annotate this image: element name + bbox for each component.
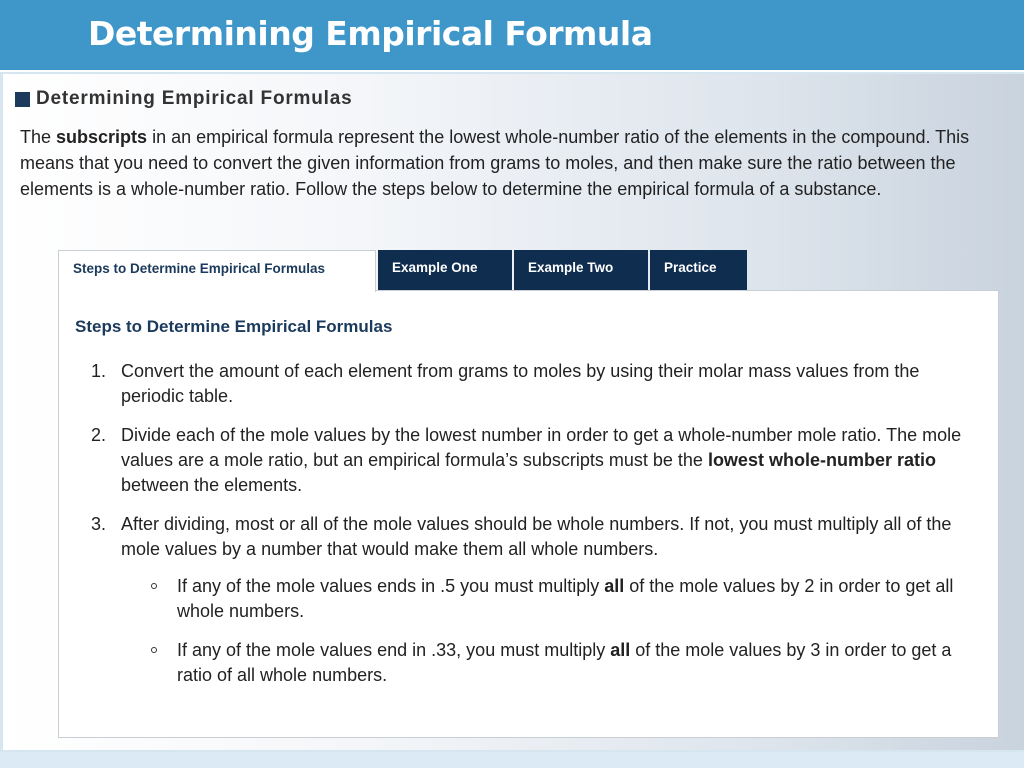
tab-example-one[interactable]: Example One bbox=[378, 250, 512, 290]
sub-bullet-item bbox=[121, 638, 965, 688]
section-heading-text: Determining Empirical Formulas bbox=[36, 88, 353, 109]
step-text: Convert the amount of each element from grams to moles by using their molar mass values from the periodic table. bbox=[121, 361, 920, 406]
bullet-text-end: of the mole values by 3 in order to get a ratio of all whole numbers. bbox=[177, 640, 952, 685]
tab-content bbox=[58, 290, 999, 738]
content-area bbox=[3, 74, 1024, 750]
circle-bullet-icon bbox=[151, 583, 157, 589]
intro-bold-term: subscripts bbox=[56, 127, 148, 147]
tab-content-title: Steps to Determine Empirical Formulas bbox=[75, 317, 393, 336]
bullet-text-start: If any of the mole values ends in .5 you must multiply bbox=[177, 576, 605, 596]
step-text-start: Divide each of the mole values by the lowest number in order to get a whole-number mole ratio. The mole values are a mole ratio, but an empirical formula’s subscripts must be the bbox=[121, 425, 962, 470]
steps-list bbox=[85, 359, 965, 702]
step-text: After dividing, most or all of the mole values should be whole numbers. If not, you must multiply all of the mole values by a number that would make them all whole numbers. bbox=[121, 514, 952, 559]
step-item bbox=[85, 512, 965, 688]
bullet-bold-term: all bbox=[610, 640, 631, 660]
bottom-strip bbox=[0, 752, 1024, 768]
tab-steps[interactable]: Steps to Determine Empirical Formulas bbox=[58, 250, 376, 292]
bullet-text-end: of the mole values by 2 in order to get all whole numbers. bbox=[177, 576, 954, 621]
step-item bbox=[85, 423, 965, 498]
intro-text-end: in an empirical formula represent the lowest whole-number ratio of the elements in the compound. This means that you need to convert the given information from grams to moles, and then make sure the ratio between the elements is a whole-number ratio. Follow the steps below to determine the empirical formula of a substance. bbox=[20, 127, 970, 199]
sub-bullet-list bbox=[121, 574, 965, 688]
bullet-text-start: If any of the mole values end in .33, you must multiply bbox=[177, 640, 611, 660]
step-number: 1. bbox=[91, 361, 107, 381]
tab-practice[interactable]: Practice bbox=[650, 250, 747, 290]
step-number: 3. bbox=[91, 514, 107, 534]
step-number: 2. bbox=[91, 425, 107, 445]
slide-title: Determining Empirical Formula bbox=[88, 14, 653, 53]
bullet-bold-term: all bbox=[604, 576, 625, 596]
tab-example-two[interactable]: Example Two bbox=[514, 250, 648, 290]
circle-bullet-icon bbox=[151, 647, 157, 653]
slide-title-bar bbox=[0, 0, 1024, 72]
step-text-end: between the elements. bbox=[121, 475, 303, 495]
step-item bbox=[85, 359, 965, 409]
step-bold-term: lowest whole-number ratio bbox=[707, 450, 936, 470]
intro-text-start: The bbox=[20, 127, 57, 147]
tab-panel bbox=[58, 250, 999, 738]
square-bullet-icon bbox=[15, 92, 30, 107]
sub-bullet-item bbox=[121, 574, 965, 624]
intro-paragraph bbox=[20, 124, 1020, 202]
